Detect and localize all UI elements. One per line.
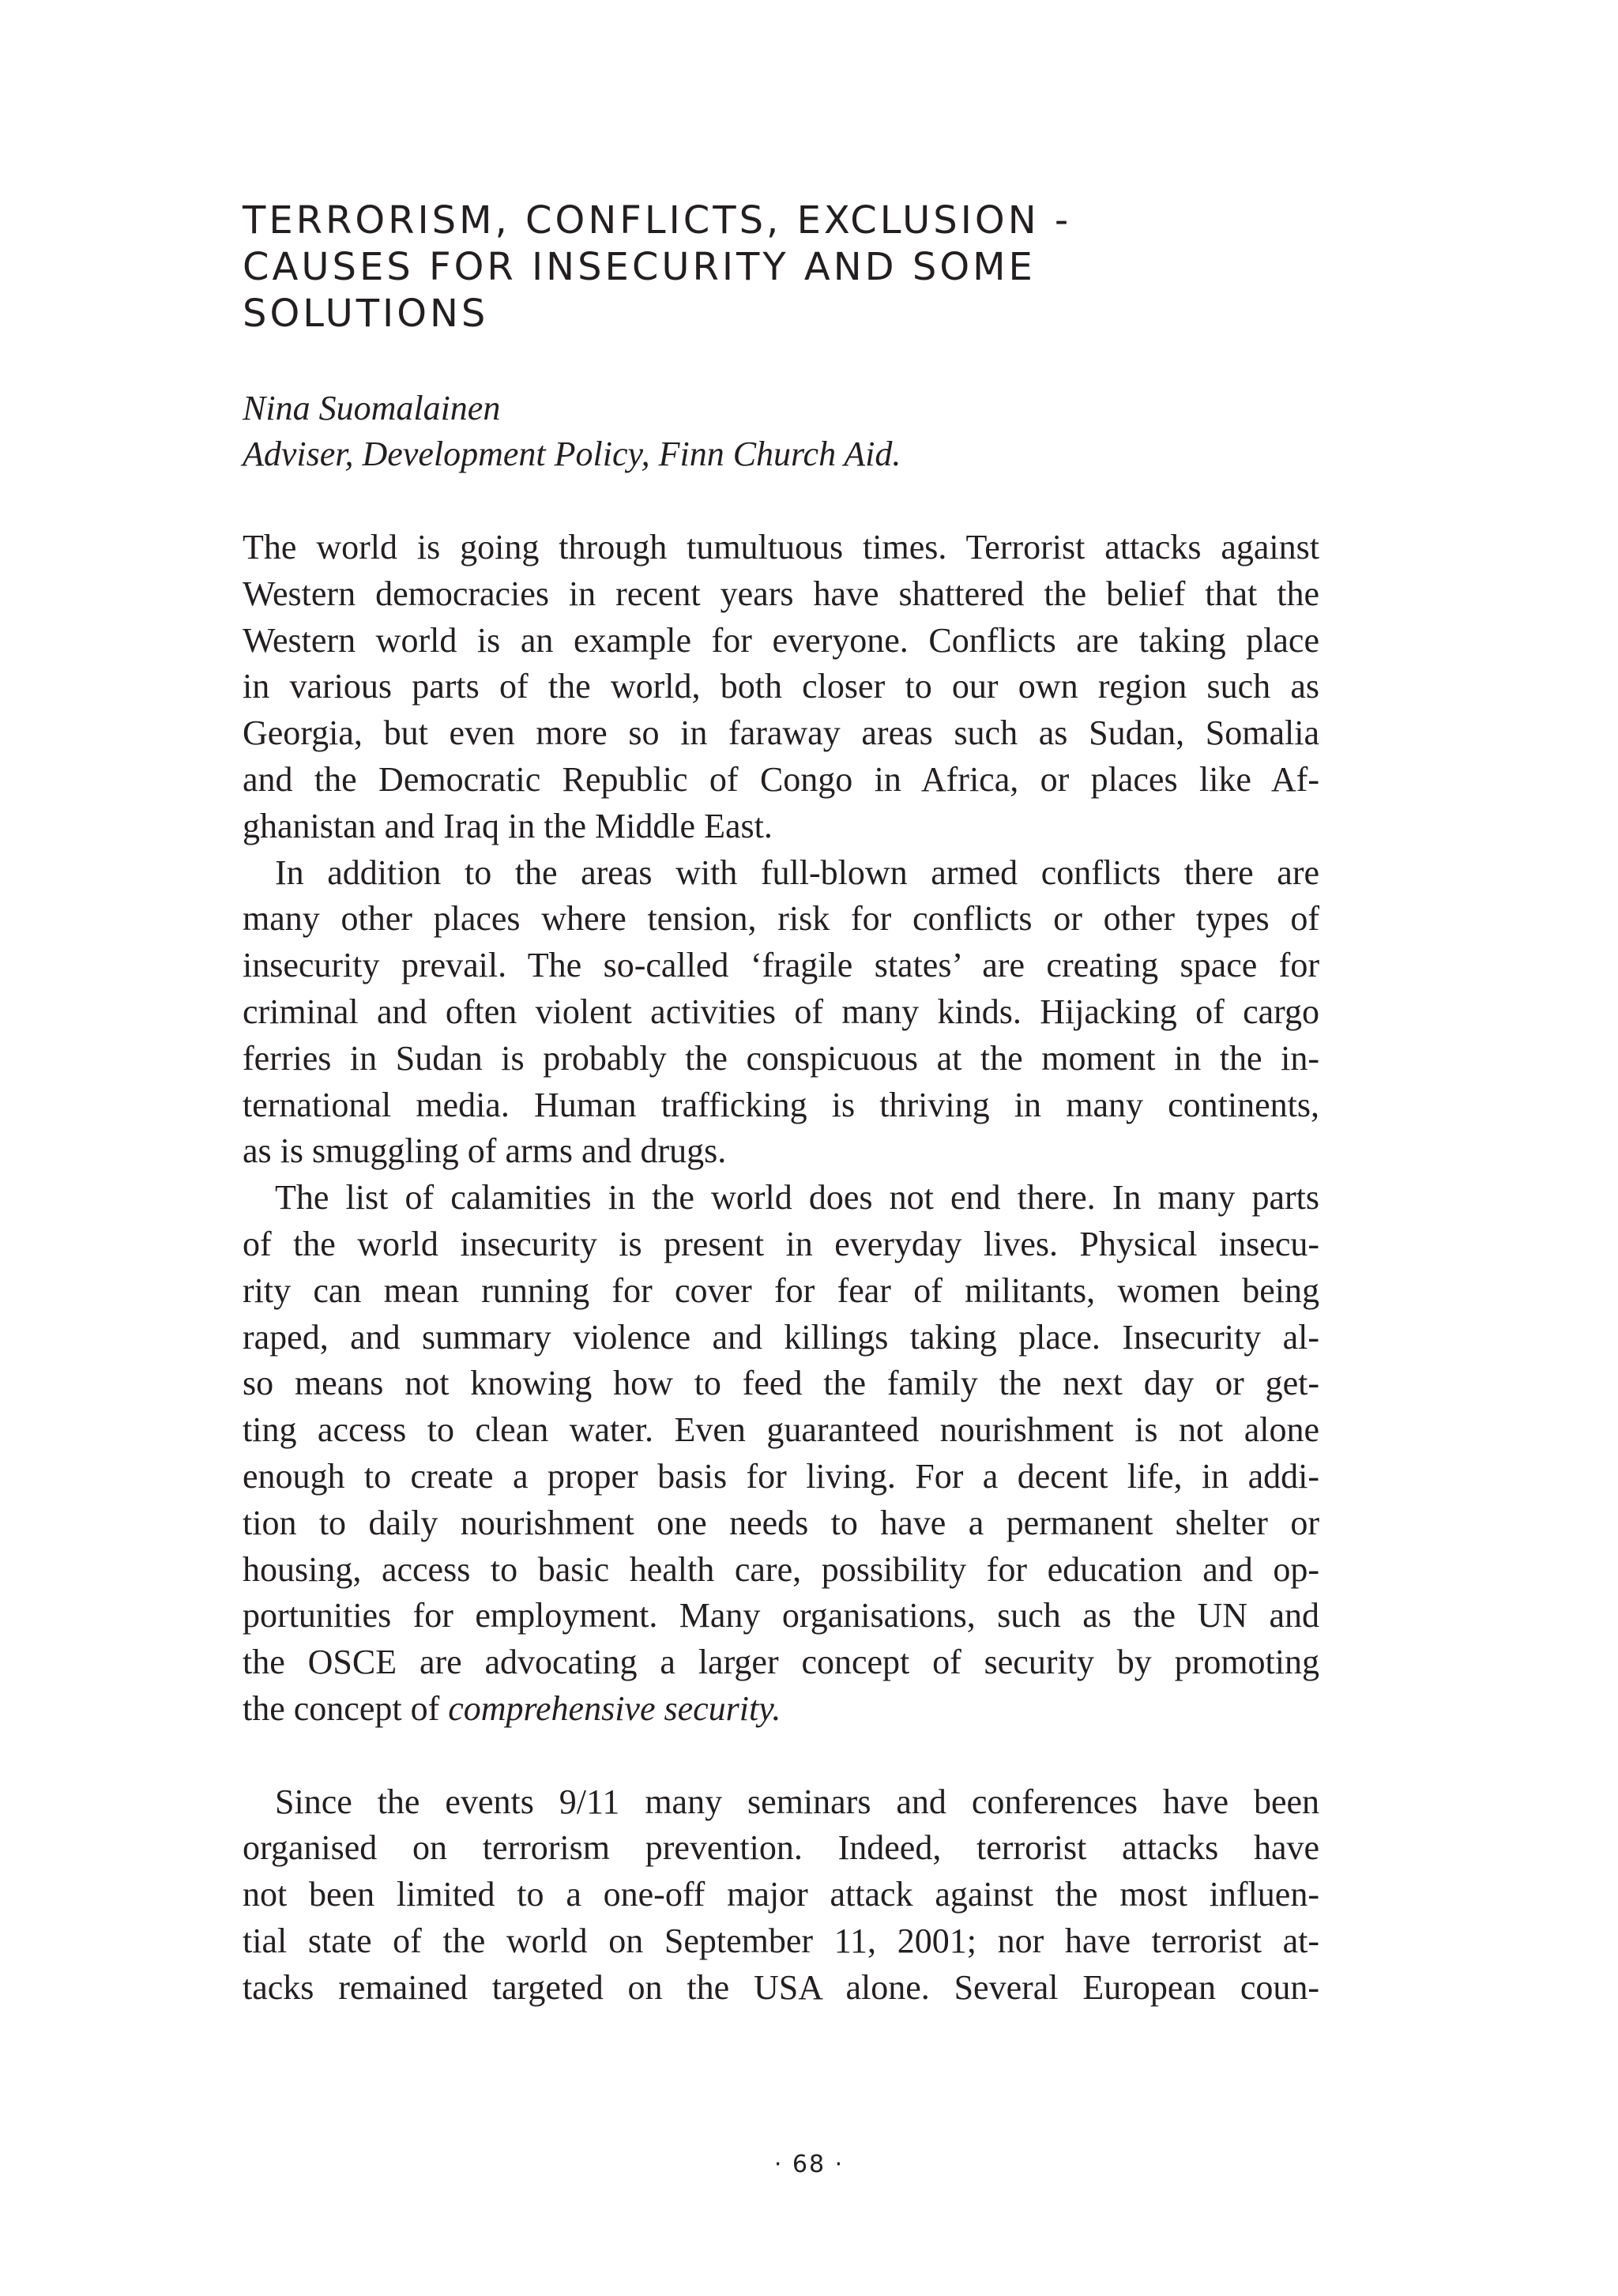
text-line: tion to daily nourishment one needs to have a permanent shelter or xyxy=(243,1503,1319,1542)
text-line: housing, access to basic health care, possibility for education and op- xyxy=(243,1549,1319,1589)
text-line: the OSCE are advocating a larger concept of security by promoting xyxy=(243,1643,1319,1682)
text-line: tacks remained targeted on the USA alone. Several European coun- xyxy=(243,1967,1319,2007)
text-line: Western world is an example for everyone. Conflicts are taking place xyxy=(243,620,1319,660)
paragraph xyxy=(243,525,1319,850)
text-line: of the world insecurity is present in everyday lives. Physical insecu- xyxy=(243,1224,1319,1263)
page-number: · 68 · xyxy=(773,2151,845,2178)
text-line: in various parts of the world, both closer to our own region such as xyxy=(243,667,1319,706)
author-affiliation: Adviser, Development Policy, Finn Church Aid. xyxy=(243,435,901,473)
text-line: portunities for employment. Many organisations, such as the UN and xyxy=(243,1596,1319,1635)
text-line: Georgia, but even more so in faraway areas such as Sudan, Somalia xyxy=(243,713,1319,753)
text-line: enough to create a proper basis for living. For a decent life, in addi- xyxy=(243,1456,1319,1496)
text-line: and the Democratic Republic of Congo in Africa, or places like Af- xyxy=(243,759,1319,799)
text-line: insecurity prevail. The so-called ‘fragile states’ are creating space for xyxy=(243,946,1319,985)
text-line: In addition to the areas with full-blown armed conflicts there are xyxy=(275,853,1319,892)
text-line: ghanistan and Iraq in the Middle East. xyxy=(243,806,773,845)
article-title xyxy=(243,198,1349,337)
author-name: Nina Suomalainen xyxy=(243,389,501,427)
text-line xyxy=(243,1686,1319,1733)
paragraph xyxy=(243,850,1319,1176)
text-line: rity can mean running for cover for fear of militants, women being xyxy=(243,1270,1319,1310)
text-line: ting access to clean water. Even guaranteed nourishment is not alone xyxy=(243,1410,1319,1450)
article-body xyxy=(243,525,1319,2012)
text-line: tial state of the world on September 11, 2001; nor have terrorist at- xyxy=(243,1921,1319,1960)
text-line: Western democracies in recent years have shattered the belief that the xyxy=(243,574,1319,613)
author-block xyxy=(243,386,901,477)
text-line: Since the events 9/11 many seminars and conferences have been xyxy=(275,1782,1319,1821)
paragraph xyxy=(243,1175,1319,1733)
title-line: CAUSES FOR INSECURITY AND SOME xyxy=(243,245,1036,289)
text-line: organised on terrorism prevention. Indeed, terrorist attacks have xyxy=(243,1828,1319,1868)
text-line: The world is going through tumultuous times. Terrorist attacks against xyxy=(243,528,1319,566)
title-line: SOLUTIONS xyxy=(243,292,489,336)
text-line: many other places where tension, risk for conflicts or other types of xyxy=(243,899,1319,939)
text-line: raped, and summary violence and killings taking place. Insecurity al- xyxy=(243,1317,1319,1357)
text-line: as is smuggling of arms and drugs. xyxy=(243,1131,727,1171)
text-line: The list of calamities in the world does not end there. In many parts xyxy=(275,1178,1319,1218)
paragraph xyxy=(243,1779,1319,2012)
text-line: ternational media. Human trafficking is thriving in many continents, xyxy=(243,1085,1319,1124)
text-line: so means not knowing how to feed the family the next day or get- xyxy=(243,1364,1319,1403)
text-line: not been limited to a one-off major attack against the most influen- xyxy=(243,1875,1319,1914)
paragraph-gap xyxy=(243,1733,1319,1779)
text-line: criminal and often violent activities of many kinds. Hijacking of cargo xyxy=(243,992,1319,1031)
text-segment: the concept of xyxy=(243,1688,449,1728)
emphasis-text: comprehensive security. xyxy=(448,1688,781,1728)
text-line: ferries in Sudan is probably the conspicuous at the moment in the in- xyxy=(243,1038,1319,1078)
title-line: TERRORISM, CONFLICTS, EXCLUSION - xyxy=(243,198,1072,243)
